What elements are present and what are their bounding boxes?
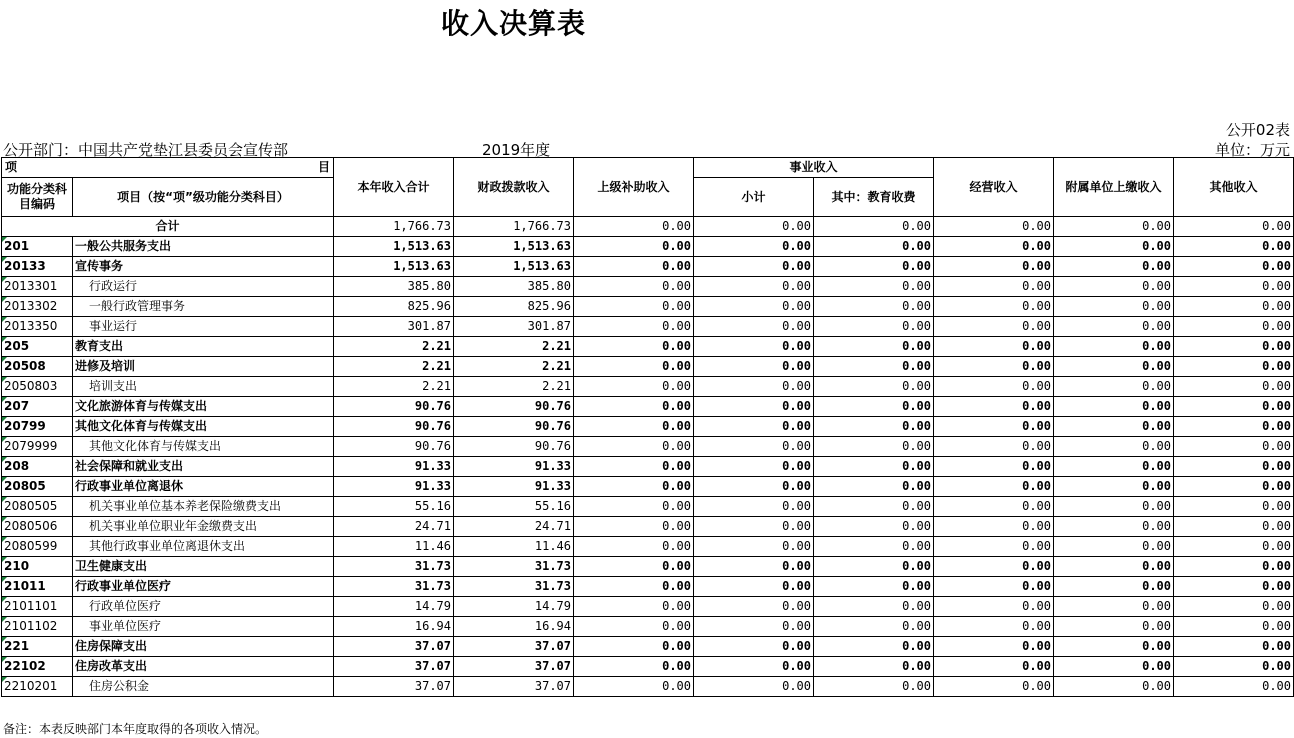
row-value: 14.79 — [454, 597, 574, 617]
total-value: 1,766.73 — [454, 217, 574, 237]
row-value: 0.00 — [574, 257, 694, 277]
row-value: 37.07 — [454, 677, 574, 697]
table-row — [2, 457, 1294, 477]
row-value: 0.00 — [574, 517, 694, 537]
row-value: 0.00 — [814, 477, 934, 497]
table-row — [2, 637, 1294, 657]
row-value: 31.73 — [334, 577, 454, 597]
row-value: 0.00 — [814, 437, 934, 457]
row-value: 1,513.63 — [334, 237, 454, 257]
row-code: 2101101 — [2, 597, 73, 617]
row-value: 0.00 — [1174, 337, 1294, 357]
row-value: 11.46 — [454, 537, 574, 557]
row-value: 0.00 — [574, 457, 694, 477]
xiang-label: 项 — [5, 160, 18, 174]
header-affiliated: 附属单位上缴收入 — [1054, 158, 1174, 217]
row-value: 24.71 — [454, 517, 574, 537]
row-name: 行政事业单位离退休 — [73, 477, 334, 497]
row-value: 385.80 — [334, 277, 454, 297]
row-value: 0.00 — [694, 437, 814, 457]
table-row — [2, 417, 1294, 437]
row-code: 207 — [2, 397, 73, 417]
row-name: 事业单位医疗 — [73, 617, 334, 637]
row-value: 0.00 — [1174, 637, 1294, 657]
table-row — [2, 517, 1294, 537]
header-total: 本年收入合计 — [334, 158, 454, 217]
row-value: 37.07 — [334, 637, 454, 657]
mu-label: 目 — [317, 160, 330, 174]
row-value: 0.00 — [574, 357, 694, 377]
row-value: 0.00 — [934, 257, 1054, 277]
department-label: 公开部门：中国共产党垫江县委员会宣传部 — [3, 141, 289, 159]
row-value: 0.00 — [694, 297, 814, 317]
row-name: 住房公积金 — [73, 677, 334, 697]
row-code: 2080506 — [2, 517, 73, 537]
row-value: 2.21 — [334, 337, 454, 357]
row-value: 0.00 — [1174, 297, 1294, 317]
row-value: 0.00 — [934, 477, 1054, 497]
row-name: 社会保障和就业支出 — [73, 457, 334, 477]
row-code: 2050803 — [2, 377, 73, 397]
footnote: 备注：本表反映部门本年度取得的各项收入情况。 — [3, 722, 268, 736]
row-value: 0.00 — [814, 417, 934, 437]
row-value: 90.76 — [454, 397, 574, 417]
table-row — [2, 577, 1294, 597]
table-row — [2, 557, 1294, 577]
row-value: 0.00 — [1174, 517, 1294, 537]
row-value: 0.00 — [934, 377, 1054, 397]
table-row — [2, 497, 1294, 517]
row-value: 0.00 — [694, 417, 814, 437]
row-name: 进修及培训 — [73, 357, 334, 377]
row-value: 0.00 — [694, 237, 814, 257]
row-name: 其他行政事业单位离退休支出 — [73, 537, 334, 557]
row-value: 0.00 — [1054, 537, 1174, 557]
row-value: 0.00 — [934, 457, 1054, 477]
row-value: 0.00 — [814, 557, 934, 577]
row-value: 0.00 — [814, 537, 934, 557]
table-row — [2, 617, 1294, 637]
row-code: 2080599 — [2, 537, 73, 557]
row-value: 0.00 — [1174, 457, 1294, 477]
total-value: 0.00 — [814, 217, 934, 237]
row-value: 11.46 — [334, 537, 454, 557]
row-value: 0.00 — [574, 657, 694, 677]
row-value: 0.00 — [574, 617, 694, 637]
row-code: 2013301 — [2, 277, 73, 297]
row-value: 2.21 — [454, 337, 574, 357]
unit-label: 单位：万元 — [1214, 141, 1290, 159]
row-value: 0.00 — [934, 517, 1054, 537]
row-value: 90.76 — [334, 437, 454, 457]
row-name: 文化旅游体育与传媒支出 — [73, 397, 334, 417]
row-value: 0.00 — [1174, 397, 1294, 417]
row-value: 0.00 — [1054, 477, 1174, 497]
row-value: 0.00 — [694, 377, 814, 397]
total-value: 1,766.73 — [334, 217, 454, 237]
row-value: 0.00 — [1054, 577, 1174, 597]
row-value: 0.00 — [934, 597, 1054, 617]
row-code: 20133 — [2, 257, 73, 277]
row-value: 0.00 — [1174, 557, 1294, 577]
row-value: 2.21 — [334, 377, 454, 397]
fiscal-year: 2019年度 — [482, 141, 551, 159]
row-value: 0.00 — [814, 637, 934, 657]
row-value: 0.00 — [1174, 357, 1294, 377]
row-value: 0.00 — [814, 317, 934, 337]
row-value: 0.00 — [1054, 557, 1174, 577]
row-value: 0.00 — [1054, 337, 1174, 357]
row-value: 0.00 — [1054, 297, 1174, 317]
row-name: 宣传事务 — [73, 257, 334, 277]
table-row — [2, 597, 1294, 617]
row-value: 0.00 — [694, 457, 814, 477]
row-value: 0.00 — [934, 237, 1054, 257]
row-value: 0.00 — [814, 297, 934, 317]
row-value: 0.00 — [1174, 437, 1294, 457]
row-value: 0.00 — [1174, 277, 1294, 297]
row-value: 0.00 — [694, 617, 814, 637]
table-row — [2, 257, 1294, 277]
row-value: 37.07 — [334, 657, 454, 677]
row-value: 0.00 — [574, 397, 694, 417]
header-business: 事业收入 — [694, 158, 934, 178]
row-value: 0.00 — [694, 257, 814, 277]
table-row — [2, 377, 1294, 397]
row-value: 0.00 — [814, 237, 934, 257]
income-table — [1, 157, 1294, 697]
row-value: 0.00 — [694, 557, 814, 577]
row-value: 0.00 — [934, 677, 1054, 697]
row-value: 0.00 — [934, 537, 1054, 557]
row-code: 2101102 — [2, 617, 73, 637]
total-value: 0.00 — [1174, 217, 1294, 237]
row-value: 0.00 — [814, 457, 934, 477]
row-value: 0.00 — [1054, 257, 1174, 277]
row-value: 0.00 — [1174, 597, 1294, 617]
row-value: 0.00 — [934, 437, 1054, 457]
row-value: 91.33 — [334, 477, 454, 497]
row-value: 0.00 — [1174, 497, 1294, 517]
row-value: 91.33 — [334, 457, 454, 477]
row-value: 2.21 — [334, 357, 454, 377]
row-code: 20508 — [2, 357, 73, 377]
row-value: 0.00 — [934, 397, 1054, 417]
row-name: 一般公共服务支出 — [73, 237, 334, 257]
row-value: 0.00 — [814, 277, 934, 297]
row-code: 205 — [2, 337, 73, 357]
row-value: 55.16 — [454, 497, 574, 517]
row-code: 2080505 — [2, 497, 73, 517]
row-value: 0.00 — [1054, 597, 1174, 617]
table-row — [2, 317, 1294, 337]
row-value: 0.00 — [1054, 497, 1174, 517]
row-value: 0.00 — [574, 297, 694, 317]
row-value: 0.00 — [574, 577, 694, 597]
row-value: 0.00 — [1054, 517, 1174, 537]
row-value: 0.00 — [694, 537, 814, 557]
header-name: 项目（按“项”级功能分类科目） — [73, 178, 334, 217]
row-value: 0.00 — [1174, 477, 1294, 497]
row-value: 0.00 — [814, 657, 934, 677]
row-value: 0.00 — [1174, 377, 1294, 397]
row-value: 14.79 — [334, 597, 454, 617]
row-value: 0.00 — [574, 337, 694, 357]
form-number: 公开02表 — [1225, 121, 1290, 139]
total-value: 0.00 — [1054, 217, 1174, 237]
row-value: 0.00 — [574, 277, 694, 297]
row-value: 0.00 — [694, 517, 814, 537]
row-value: 0.00 — [694, 277, 814, 297]
row-value: 0.00 — [1174, 417, 1294, 437]
row-code: 2013302 — [2, 297, 73, 317]
row-code: 20805 — [2, 477, 73, 497]
row-code: 221 — [2, 637, 73, 657]
row-value: 0.00 — [814, 337, 934, 357]
row-value: 0.00 — [574, 377, 694, 397]
row-value: 37.07 — [334, 677, 454, 697]
row-value: 1,513.63 — [454, 237, 574, 257]
row-value: 0.00 — [574, 417, 694, 437]
row-value: 0.00 — [814, 517, 934, 537]
table-row — [2, 237, 1294, 257]
header-subtotal: 小计 — [694, 178, 814, 217]
row-value: 0.00 — [694, 357, 814, 377]
row-value: 0.00 — [1054, 357, 1174, 377]
row-value: 825.96 — [334, 297, 454, 317]
row-name: 一般行政管理事务 — [73, 297, 334, 317]
row-value: 0.00 — [814, 597, 934, 617]
row-value: 0.00 — [574, 437, 694, 457]
row-value: 0.00 — [694, 397, 814, 417]
row-value: 0.00 — [694, 657, 814, 677]
row-value: 0.00 — [574, 597, 694, 617]
row-code: 22102 — [2, 657, 73, 677]
header-other: 其他收入 — [1174, 158, 1294, 217]
row-value: 0.00 — [1174, 617, 1294, 637]
row-value: 0.00 — [934, 337, 1054, 357]
row-value: 0.00 — [1054, 277, 1174, 297]
row-value: 0.00 — [574, 537, 694, 557]
row-value: 0.00 — [934, 497, 1054, 517]
row-name: 其他文化体育与传媒支出 — [73, 437, 334, 457]
row-value: 385.80 — [454, 277, 574, 297]
table-row — [2, 437, 1294, 457]
row-value: 0.00 — [1054, 457, 1174, 477]
header-operating: 经营收入 — [934, 158, 1054, 217]
row-value: 0.00 — [1054, 397, 1174, 417]
row-value: 0.00 — [1054, 417, 1174, 437]
total-label: 合计 — [2, 217, 334, 237]
row-name: 其他文化体育与传媒支出 — [73, 417, 334, 437]
row-value: 37.07 — [454, 657, 574, 677]
row-value: 91.33 — [454, 477, 574, 497]
row-name: 行政单位医疗 — [73, 597, 334, 617]
xiang-mu-header — [2, 158, 334, 178]
row-name: 培训支出 — [73, 377, 334, 397]
row-name: 事业运行 — [73, 317, 334, 337]
row-value: 31.73 — [454, 557, 574, 577]
header-superior: 上级补助收入 — [574, 158, 694, 217]
row-value: 0.00 — [574, 677, 694, 697]
row-value: 0.00 — [694, 597, 814, 617]
row-value: 0.00 — [694, 637, 814, 657]
row-value: 31.73 — [334, 557, 454, 577]
table-row — [2, 537, 1294, 557]
row-value: 0.00 — [574, 497, 694, 517]
total-value: 0.00 — [574, 217, 694, 237]
row-code: 2013350 — [2, 317, 73, 337]
row-value: 0.00 — [694, 577, 814, 597]
row-code: 20799 — [2, 417, 73, 437]
row-name: 机关事业单位基本养老保险缴费支出 — [73, 497, 334, 517]
row-value: 0.00 — [1054, 677, 1174, 697]
row-code: 201 — [2, 237, 73, 257]
row-value: 0.00 — [814, 497, 934, 517]
row-value: 1,513.63 — [454, 257, 574, 277]
row-value: 0.00 — [934, 617, 1054, 637]
row-name: 教育支出 — [73, 337, 334, 357]
total-row — [2, 217, 1294, 237]
row-value: 0.00 — [1054, 617, 1174, 637]
row-value: 0.00 — [1174, 537, 1294, 557]
row-value: 0.00 — [1174, 257, 1294, 277]
header-fiscal: 财政拨款收入 — [454, 158, 574, 217]
table-row — [2, 337, 1294, 357]
row-value: 0.00 — [1054, 657, 1174, 677]
row-value: 55.16 — [334, 497, 454, 517]
row-value: 825.96 — [454, 297, 574, 317]
row-value: 0.00 — [1054, 437, 1174, 457]
table-row — [2, 277, 1294, 297]
row-value: 0.00 — [1054, 637, 1174, 657]
row-code: 210 — [2, 557, 73, 577]
table-row — [2, 297, 1294, 317]
row-value: 37.07 — [454, 637, 574, 657]
row-value: 0.00 — [1174, 657, 1294, 677]
row-code: 208 — [2, 457, 73, 477]
row-value: 0.00 — [1174, 577, 1294, 597]
row-name: 行政事业单位医疗 — [73, 577, 334, 597]
row-value: 0.00 — [814, 257, 934, 277]
row-value: 0.00 — [814, 357, 934, 377]
row-value: 0.00 — [1174, 677, 1294, 697]
row-value: 0.00 — [574, 557, 694, 577]
row-value: 0.00 — [814, 617, 934, 637]
row-value: 0.00 — [574, 477, 694, 497]
row-value: 0.00 — [814, 397, 934, 417]
row-value: 2.21 — [454, 357, 574, 377]
row-value: 0.00 — [934, 557, 1054, 577]
row-value: 0.00 — [1054, 317, 1174, 337]
row-value: 0.00 — [694, 337, 814, 357]
row-value: 0.00 — [694, 317, 814, 337]
header-edu: 其中：教育收费 — [814, 178, 934, 217]
row-value: 0.00 — [694, 477, 814, 497]
row-value: 0.00 — [1054, 377, 1174, 397]
table-row — [2, 357, 1294, 377]
row-value: 0.00 — [814, 577, 934, 597]
row-value: 0.00 — [934, 357, 1054, 377]
row-value: 0.00 — [574, 637, 694, 657]
row-value: 0.00 — [934, 417, 1054, 437]
total-value: 0.00 — [934, 217, 1054, 237]
row-value: 0.00 — [934, 577, 1054, 597]
row-value: 0.00 — [814, 677, 934, 697]
table-row — [2, 657, 1294, 677]
row-value: 0.00 — [934, 297, 1054, 317]
row-value: 31.73 — [454, 577, 574, 597]
row-name: 住房保障支出 — [73, 637, 334, 657]
row-code: 21011 — [2, 577, 73, 597]
row-value: 16.94 — [334, 617, 454, 637]
row-value: 0.00 — [934, 277, 1054, 297]
table-row — [2, 677, 1294, 697]
page-title: 收入决算表 — [441, 7, 587, 40]
row-name: 卫生健康支出 — [73, 557, 334, 577]
row-name: 住房改革支出 — [73, 657, 334, 677]
row-value: 0.00 — [1174, 237, 1294, 257]
row-value: 0.00 — [694, 497, 814, 517]
row-value: 0.00 — [694, 677, 814, 697]
row-value: 2.21 — [454, 377, 574, 397]
row-code: 2210201 — [2, 677, 73, 697]
row-value: 301.87 — [454, 317, 574, 337]
table-row — [2, 397, 1294, 417]
row-value: 90.76 — [334, 397, 454, 417]
row-value: 90.76 — [454, 417, 574, 437]
row-value: 301.87 — [334, 317, 454, 337]
row-code: 2079999 — [2, 437, 73, 457]
row-value: 0.00 — [934, 657, 1054, 677]
row-value: 1,513.63 — [334, 257, 454, 277]
row-value: 91.33 — [454, 457, 574, 477]
row-value: 0.00 — [574, 317, 694, 337]
row-value: 0.00 — [934, 637, 1054, 657]
row-value: 16.94 — [454, 617, 574, 637]
row-name: 行政运行 — [73, 277, 334, 297]
row-value: 90.76 — [334, 417, 454, 437]
total-value: 0.00 — [694, 217, 814, 237]
row-value: 0.00 — [1174, 317, 1294, 337]
row-value: 0.00 — [814, 377, 934, 397]
header-code: 功能分类科目编码 — [2, 178, 73, 217]
row-value: 0.00 — [574, 237, 694, 257]
row-value: 0.00 — [1054, 237, 1174, 257]
table-row — [2, 477, 1294, 497]
row-value: 0.00 — [934, 317, 1054, 337]
row-value: 90.76 — [454, 437, 574, 457]
row-value: 24.71 — [334, 517, 454, 537]
row-name: 机关事业单位职业年金缴费支出 — [73, 517, 334, 537]
